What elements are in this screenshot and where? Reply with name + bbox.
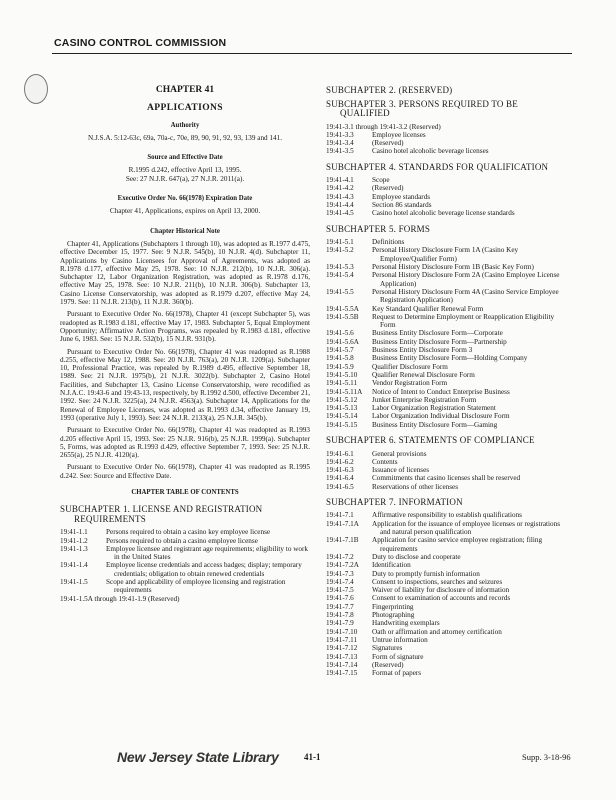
subchapter-3-heading — [326, 100, 570, 119]
section-number: 19:41-5.11A — [326, 387, 363, 396]
section-title: Request to Determine Employment or Reapplication Eligibility Form — [372, 312, 555, 330]
section-title: Casino hotel alcoholic beverage licenses — [372, 147, 489, 156]
list-item — [326, 653, 570, 661]
source-line-2: See: 27 N.J.R. 647(a), 27 N.J.R. 2011(a). — [125, 174, 245, 183]
historical-paragraph: Pursuant to Executive Order No. 66(1978), Chapter 41 was readopted as R.1995 d.242. See: Source and Effective Date. — [60, 463, 310, 480]
section-title: Business Entity Disclosure Form—Corporate — [372, 329, 503, 338]
section-number: 19:41-7.5 — [326, 586, 354, 595]
section-number: 19:41-5.8 — [326, 354, 354, 363]
section-title: Persons required to obtain a casino employee license — [106, 536, 258, 545]
section-title: Handwriting exemplars — [372, 619, 440, 628]
section-title: Employee licenses — [372, 130, 426, 139]
section-number: 19:41-5.5 — [326, 287, 354, 296]
section-title: Section 86 standards — [372, 201, 432, 210]
section-number: 19:41-5.4 — [326, 271, 354, 280]
section-number: 19:41-1.4 — [60, 561, 88, 570]
subchapter-3-title-line1: SUBCHAPTER 3. PERSONS REQUIRED TO BE — [326, 98, 518, 109]
binder-hole — [24, 74, 48, 104]
section-title: Application for casino service employee registration; filing requirements — [372, 536, 543, 553]
list-item — [326, 184, 570, 192]
section-number: 19:41-7.2 — [326, 552, 354, 561]
section-title: Qualifier Disclosure Form — [372, 362, 448, 371]
section-title: Contents — [372, 457, 398, 466]
section-number: 19:41-7.6 — [326, 594, 354, 603]
list-item — [326, 338, 570, 346]
list-item — [326, 271, 570, 288]
list-item — [326, 520, 570, 537]
list-item — [60, 578, 310, 595]
eo-text: Chapter 41, Applications, expires on April 13, 2000. — [109, 207, 261, 216]
section-number: 19:41-3.4 — [326, 139, 354, 148]
section-title: Junket Enterprise Registration Form — [372, 395, 477, 404]
list-item — [326, 123, 570, 131]
section-number: 19:41-7.4 — [326, 577, 354, 586]
section-number: 19:41-5.5B — [326, 312, 359, 321]
section-title: Key Standard Qualifier Renewal Form — [372, 304, 484, 313]
subchapter-6-heading — [326, 436, 570, 446]
section-number: 19:41-7.2A — [326, 561, 359, 570]
list-item — [60, 537, 310, 545]
section-number: 19:41-5.3 — [326, 263, 354, 272]
historical-note-heading: Chapter Historical Note — [150, 227, 220, 235]
section-title: Duty to disclose and cooperate — [372, 552, 461, 561]
list-item — [60, 595, 310, 603]
section-title: Business Entity Disclosure Form—Partnership — [372, 337, 507, 346]
list-item — [326, 201, 570, 209]
section-number: 19:41-6.5 — [326, 482, 354, 491]
chapter-subtitle: APPLICATIONS — [147, 103, 223, 114]
chapter-title: CHAPTER 41 — [155, 85, 215, 95]
section-number: 19:41-6.1 — [326, 449, 354, 458]
section-title: Employee standards — [372, 192, 431, 201]
subchapter-6-title: SUBCHAPTER 6. STATEMENTS OF COMPLIANCE — [326, 435, 535, 445]
list-item — [326, 209, 570, 217]
list-item — [326, 305, 570, 313]
section-title: Business Entity Disclosure Form 3 — [372, 346, 473, 355]
list-item — [326, 619, 570, 627]
list-item — [326, 379, 570, 387]
list-item — [326, 246, 570, 263]
historical-paragraph: Chapter 41, Applications (Subchapters 1 through 10), was adopted as R.1977 d.475, effective December 15, 1977. See: 9 N.J.R. 545(b), 10 N.J.R. 4(d). Subchapter 11, Applications by Casino Licensees for Approval of Agreements, was adopted as R.1978 d.177, effective May 25, 1978. See: 10 N.J.R. 212(b), 10 N.J.R. 306(a). Subchapter 12, Labor Organization Registration, was adopted as R.1978 d.176, effective May 25, 1978. See: 10 N.J.R. 211(b), 10 N.J.R. 306(b). Subchapter 13, Casino License Conservatorship, was adopted as R.1979 d.207, effective May 24, 1979. See: 11 N.J.R. 213(b), 11 N.J.R. 360(b). — [60, 239, 310, 307]
section-title: Personal History Disclosure Form 1B (Basic Key Form) — [372, 263, 534, 272]
section-title: Application for the issuance of employee licenses or registrations and natural person qualification — [372, 519, 561, 537]
section-number: 19:41-7.12 — [326, 644, 358, 653]
section-number: 19:41-7.3 — [326, 569, 354, 578]
section-title: Labor Organization Individual Disclosure Form — [372, 412, 510, 421]
list-item — [326, 396, 570, 404]
right-column — [326, 86, 570, 677]
section-number: 19:41-1.2 — [60, 536, 88, 545]
section-title: Business Entity Disclosure Form—Gaming — [372, 420, 498, 429]
subchapter-7-list — [326, 511, 570, 677]
section-number: 19:41-5.1 — [326, 238, 354, 247]
list-item — [326, 346, 570, 354]
section-title: Duty to promptly furnish information — [372, 569, 480, 578]
section-number: 19:41-7.1B — [326, 536, 359, 545]
section-number: 19:41-5.5A — [326, 304, 359, 313]
section-title: Commitments that casino licenses shall be reserved — [372, 474, 521, 483]
subchapter-1-title-line1: SUBCHAPTER 1. LICENSE AND REGISTRATION — [60, 504, 263, 515]
section-title: Persons required to obtain a casino key employee license — [106, 528, 271, 537]
left-column — [60, 86, 310, 603]
section-number: 19:41-7.11 — [326, 635, 358, 644]
page-number: 41-1 — [304, 752, 321, 762]
section-title: (Reserved) — [372, 184, 404, 193]
section-number: 19:41-4.3 — [326, 192, 354, 201]
section-number: 19:41-3.3 — [326, 130, 354, 139]
subchapter-7-title: SUBCHAPTER 7. INFORMATION — [326, 496, 463, 507]
list-item — [326, 661, 570, 669]
list-item — [326, 669, 570, 677]
list-item — [326, 388, 570, 396]
list-item — [326, 147, 570, 155]
section-title: Waiver of liability for disclosure of information — [372, 586, 510, 595]
toc-heading: CHAPTER TABLE OF CONTENTS — [131, 488, 239, 496]
list-item — [326, 474, 570, 482]
section-number: 19:41-5.12 — [326, 395, 358, 404]
section-title: Scope and applicability of employee licensing and registration requirements — [106, 578, 286, 595]
subchapter-1-list — [60, 528, 310, 594]
source-heading: Source and Effective Date — [147, 154, 223, 162]
subchapter-3-title-line2: QUALIFIED — [340, 108, 390, 118]
list-item — [326, 636, 570, 644]
section-title: (Reserved) — [372, 660, 404, 669]
list-item — [326, 611, 570, 619]
subchapter-7-heading — [326, 498, 570, 508]
section-number: 19:41-5.9 — [326, 362, 354, 371]
list-item — [326, 561, 570, 569]
section-number: 19:41-4.5 — [326, 209, 354, 218]
section-number: 19:41-5.6A — [326, 337, 359, 346]
section-title: Untrue information — [372, 635, 428, 644]
list-item — [60, 545, 310, 562]
list-item — [326, 553, 570, 561]
section-title: Reservations of other licenses — [372, 482, 459, 491]
subchapter-2-title: SUBCHAPTER 2. (RESERVED) — [326, 85, 453, 95]
list-item — [326, 536, 570, 553]
section-title: Affirmative responsibility to establish qualifications — [372, 511, 522, 520]
section-title: Issuance of licenses — [372, 466, 430, 475]
list-item — [326, 458, 570, 466]
section-number: 19:41-6.4 — [326, 474, 354, 483]
section-title: Photographing — [372, 611, 415, 620]
section-title: Identification — [372, 561, 411, 570]
section-number: 19:41-5.11 — [326, 379, 358, 388]
section-number: 19:41-7.7 — [326, 602, 354, 611]
section-number: 19:41-7.9 — [326, 619, 354, 628]
list-item — [326, 483, 570, 491]
subchapter-1-heading — [60, 505, 310, 524]
section-number: 19:41-4.1 — [326, 176, 354, 185]
section-number: 19:41-1.5 — [60, 578, 88, 587]
list-item — [326, 131, 570, 139]
section-title: General provisions — [372, 449, 427, 458]
historical-paragraph: Pursuant to Executive Order No. 66(1978), Chapter 41 (except Subchapter 5), was readopted as R.1983 d.181, effective May 17, 1983. Subchapter 5, Equal Employment Opportunity; Affirmative Action Programs, was repealed by R.1983 d.181, effective June 6, 1983. See: 15 N.J.R. 532(b), 15 N.J.R. 931(b). — [60, 310, 310, 344]
authority-heading: Authority — [170, 121, 200, 129]
source-line-1: R.1995 d.242, effective April 13, 1995. — [128, 166, 242, 175]
subchapter-4-list — [326, 176, 570, 217]
section-title: Format of papers — [372, 669, 422, 678]
list-item — [60, 561, 310, 578]
section-number: 19:41-5.6 — [326, 329, 354, 338]
list-item — [326, 176, 570, 184]
subchapter-4-title: SUBCHAPTER 4. STANDARDS FOR QUALIFICATION — [326, 161, 549, 172]
subchapter-1-range: 19:41-1.5A through 19:41-1.9 (Reserved) — [60, 594, 180, 603]
section-number: 19:41-5.7 — [326, 346, 354, 355]
section-number: 19:41-5.10 — [326, 370, 358, 379]
list-item — [326, 644, 570, 652]
section-number: 19:41-7.1 — [326, 511, 354, 520]
section-number: 19:41-7.13 — [326, 652, 358, 661]
supplement-date: Supp. 3-18-96 — [522, 752, 571, 762]
list-item — [326, 466, 570, 474]
header-rule — [52, 53, 572, 54]
list-item — [326, 371, 570, 379]
list-item — [326, 288, 570, 305]
list-item — [326, 329, 570, 337]
section-title: (Reserved) — [372, 139, 404, 148]
list-item — [326, 594, 570, 602]
list-item — [326, 628, 570, 636]
section-title: Definitions — [372, 238, 405, 247]
section-title: Fingerprinting — [372, 602, 414, 611]
historical-paragraph: Pursuant to Executive Order No. 66(1978), Chapter 41 was readopted as R.1993 d.205 effective April 15, 1993. See: 25 N.J.R. 916(b), 25 N.J.R. 1999(a). Subchapter 5, Forms, was adopted as R.1993 d.429, effective September 7, 1993. See: 25 N.J.R. 2655(a), 25 N.J.R. 4120(a). — [60, 426, 310, 460]
section-title: Consent to inspections, searches and seizures — [372, 577, 503, 586]
section-title: Business Entity Disclosure Form—Holding Company — [372, 354, 528, 363]
section-title: Notice of Intent to Conduct Enterprise Business — [372, 387, 510, 396]
subchapter-4-heading — [326, 163, 570, 173]
section-number: 19:41-3.5 — [326, 147, 354, 156]
authority-text: N.J.S.A. 5:12-63c, 69a, 70a-c, 70e, 89, 90, 91, 92, 93, 139 and 141. — [87, 133, 283, 142]
subchapter-1-title-line2: REQUIREMENTS — [74, 513, 146, 524]
subchapter-5-heading — [326, 225, 570, 235]
section-number: 19:41-7.8 — [326, 611, 354, 620]
subchapter-2-heading — [326, 86, 570, 96]
list-item — [326, 263, 570, 271]
list-item — [326, 412, 570, 420]
list-item — [326, 586, 570, 594]
section-number: 19:41-7.1A — [326, 519, 359, 528]
section-title: Signatures — [372, 644, 403, 653]
historical-paragraph: Pursuant to Executive Order No. 66(1978), Chapter 41 was readopted as R.1988 d.255, effective May 12, 1988. See: 20 N.J.R. 763(a), 20 N.J.R. 1209(a). Subchapter 10, Professional Practice, was repealed by R.1989 d.495, effective September 18, 1989. See: 21 N.J.R. 1975(b), 21 N.J.R. 3022(b). Subchapter 2, Casino Hotel Facilities, and Subchapter 13, Casino License Conservatorship, were recodified as N.J.A.C. 19:43-6 and 19:43-13, respectively, by R.1992 d.500, effective December 21, 1992. See: 24 N.J.R. 3225(a), 24 N.J.R. 4563(a). Subchapter 14, Applications for the Renewal of Employee Licenses, was adopted as R.1993 d.34, effective January 19, 1993 (operative July 1, 1993). See: 24 N.J.R. 2133(a), 25 N.J.R. 345(b). — [60, 347, 310, 422]
section-number: 19:41-1.3 — [60, 544, 88, 553]
section-number: 19:41-6.2 — [326, 457, 354, 466]
subchapter-5-title: SUBCHAPTER 5. FORMS — [326, 223, 431, 234]
section-number: 19:41-7.10 — [326, 627, 358, 636]
section-title: 19:41-3.1 through 19:41-3.2 (Reserved) — [326, 122, 441, 131]
subchapter-5-list — [326, 238, 570, 429]
eo-heading: Executive Order No. 66(1978) Expiration Date — [117, 195, 253, 203]
section-number: 19:41-7.15 — [326, 669, 358, 678]
list-item — [326, 511, 570, 519]
list-item — [326, 193, 570, 201]
section-title: Qualifier Renewal Disclosure Form — [372, 370, 475, 379]
list-item — [326, 404, 570, 412]
section-number: 19:41-5.13 — [326, 404, 358, 413]
section-number: 19:41-1.1 — [60, 528, 88, 537]
section-title: Employee licensee and registrant age requirements; eligibility to work in the United States — [106, 544, 308, 562]
section-number: 19:41-5.15 — [326, 420, 358, 429]
section-number: 19:41-6.3 — [326, 466, 354, 475]
list-item — [326, 421, 570, 429]
section-title: Casino hotel alcoholic beverage license standards — [372, 209, 515, 218]
section-title: Scope — [372, 176, 390, 185]
section-title: Personal History Disclosure Form 1A (Casino Key Employee/Qualifier Form) — [372, 246, 519, 263]
list-item — [326, 313, 570, 330]
list-item — [326, 363, 570, 371]
list-item — [326, 603, 570, 611]
list-item — [326, 238, 570, 246]
library-stamp-logo: New Jersey State Library — [117, 749, 279, 765]
section-number: 19:41-5.2 — [326, 246, 354, 255]
section-title: Form of signature — [372, 652, 424, 661]
subchapter-3-list — [326, 123, 570, 156]
section-number: 19:41-5.14 — [326, 412, 358, 421]
list-item — [326, 450, 570, 458]
list-item — [326, 354, 570, 362]
section-title: Personal History Disclosure Form 4A (Casino Service Employee Registration Application) — [372, 287, 559, 305]
section-title: Employee license credentials and access badges; display; temporary credentials; obligation to obtain renewed credentials — [106, 561, 302, 578]
list-item — [326, 578, 570, 586]
section-title: Personal History Disclosure Form 2A (Casino Employee License Application) — [372, 271, 560, 288]
section-number: 19:41-4.4 — [326, 201, 354, 210]
list-item — [326, 570, 570, 578]
section-title: Oath or affirmation and attorney certification — [372, 627, 502, 636]
section-number: 19:41-7.14 — [326, 660, 358, 669]
section-title: Consent to examination of accounts and records — [372, 594, 511, 603]
list-item — [326, 139, 570, 147]
section-title: Vendor Registration Form — [372, 379, 448, 388]
running-head: CASINO CONTROL COMMISSION — [54, 37, 227, 49]
subchapter-6-list — [326, 450, 570, 491]
section-title: Labor Organization Registration Statement — [372, 404, 496, 413]
section-number: 19:41-4.2 — [326, 184, 354, 193]
list-item — [60, 528, 310, 536]
